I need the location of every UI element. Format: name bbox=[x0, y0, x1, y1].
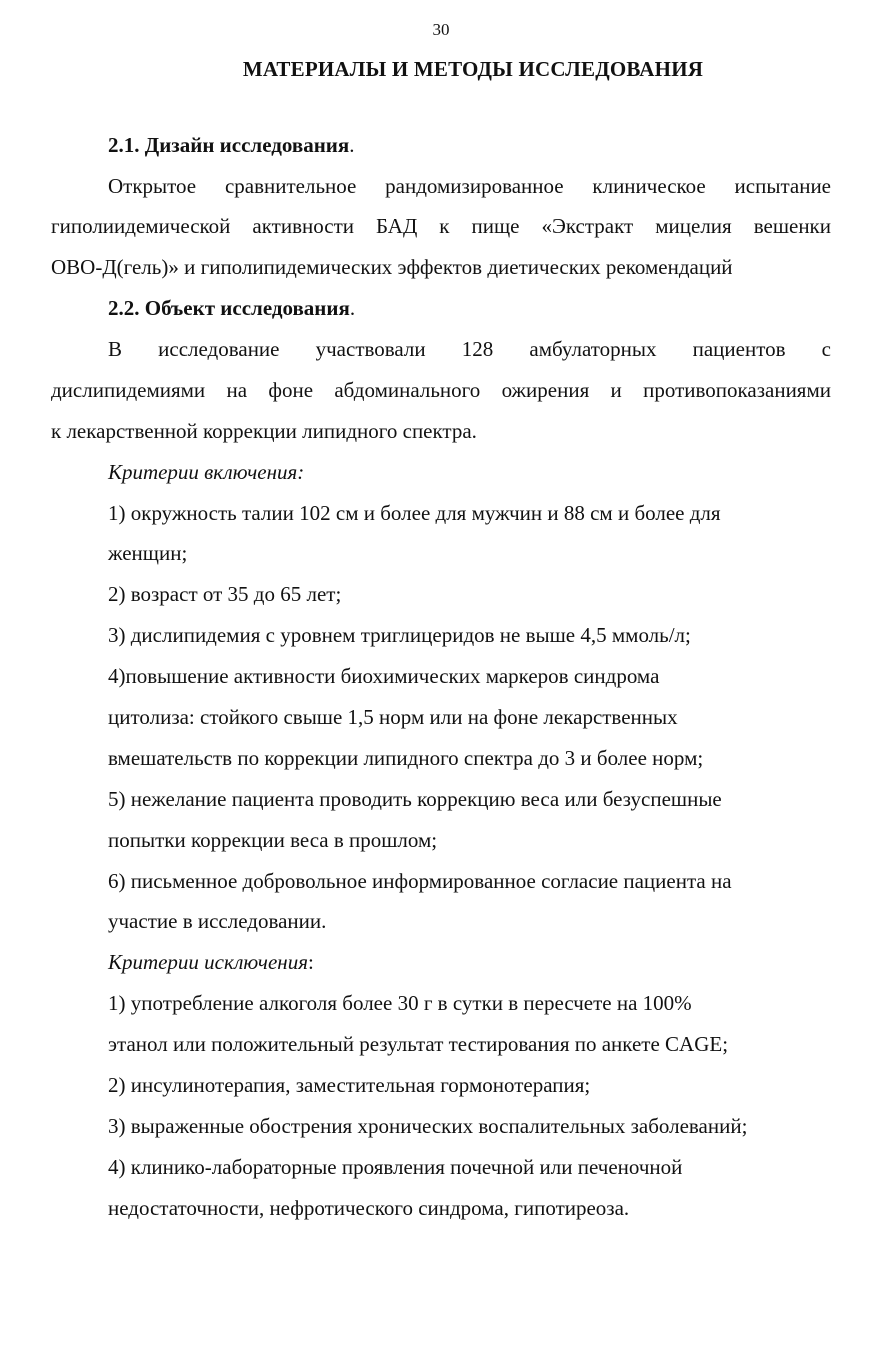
list-item: 1) употребление алкоголя более 30 г в сутки в пересчете на 100% bbox=[108, 991, 692, 1015]
list-item: 2) инсулинотерапия, заместительная гормонотерапия; bbox=[108, 1073, 591, 1097]
list-item: вмешательств по коррекции липидного спектра до 3 и более норм; bbox=[108, 746, 704, 770]
paragraph-line: ОВО-Д(гель)» и гиполипидемических эффектов диетических рекомендаций bbox=[51, 255, 733, 279]
list-item: попытки коррекции веса в прошлом; bbox=[108, 828, 438, 852]
list-item: 3) выраженные обострения хронических воспалительных заболеваний; bbox=[108, 1114, 748, 1138]
paragraph-line: Открытое сравнительное рандомизированное клиническое испытание bbox=[108, 174, 831, 198]
section-heading-design-text: 2.1. Дизайн исследования bbox=[108, 133, 350, 157]
paragraph-line: к лекарственной коррекции липидного спектра. bbox=[51, 419, 477, 443]
exclusion-criteria-heading bbox=[108, 950, 314, 975]
heading-period: . bbox=[349, 296, 356, 320]
exclusion-criteria-heading-text: Критерии исключения bbox=[108, 950, 308, 974]
list-item: участие в исследовании. bbox=[108, 909, 327, 933]
list-item: 6) письменное добровольное информированное согласие пациента на bbox=[108, 869, 732, 893]
list-item: 2) возраст от 35 до 65 лет; bbox=[108, 582, 342, 606]
list-item: недостаточности, нефротического синдрома, гипотиреоза. bbox=[108, 1196, 630, 1220]
paragraph-line: В исследование участвовали 128 амбулаторных пациентов с bbox=[108, 337, 831, 361]
section-heading-object bbox=[108, 296, 355, 321]
heading-colon: : bbox=[307, 950, 314, 974]
paragraph-line: гиполиидемической активности БАД к пище «Экстракт мицелия вешенки bbox=[51, 214, 831, 238]
list-item: цитолиза: стойкого свыше 1,5 норм или на фоне лекарственных bbox=[108, 705, 678, 729]
list-item: 4)повышение активности биохимических маркеров синдрома bbox=[108, 664, 660, 688]
list-item: 1) окружность талии 102 см и более для мужчин и 88 см и более для bbox=[108, 501, 721, 525]
inclusion-criteria-heading: Критерии включения: bbox=[108, 460, 305, 484]
list-item: 5) нежелание пациента проводить коррекцию веса или безуспешные bbox=[108, 787, 722, 811]
paragraph-line: дислипидемиями на фоне абдоминального ожирения и противопоказаниями bbox=[51, 378, 831, 402]
heading-period: . bbox=[349, 133, 355, 157]
list-item: 4) клинико-лабораторные проявления почечной или печеночной bbox=[108, 1155, 683, 1179]
section-heading-design bbox=[108, 133, 355, 158]
page-number: 30 bbox=[432, 20, 450, 39]
section-heading-object-text: 2.2. Объект исследования bbox=[108, 296, 350, 320]
list-item: женщин; bbox=[108, 541, 188, 565]
list-item: 3) дислипидемия с уровнем триглицеридов не выше 4,5 ммоль/л; bbox=[108, 623, 691, 647]
list-item: этанол или положительный результат тестирования по анкете CAGE; bbox=[108, 1032, 729, 1056]
page-title: МАТЕРИАЛЫ И МЕТОДЫ ИССЛЕДОВАНИЯ bbox=[242, 57, 704, 81]
